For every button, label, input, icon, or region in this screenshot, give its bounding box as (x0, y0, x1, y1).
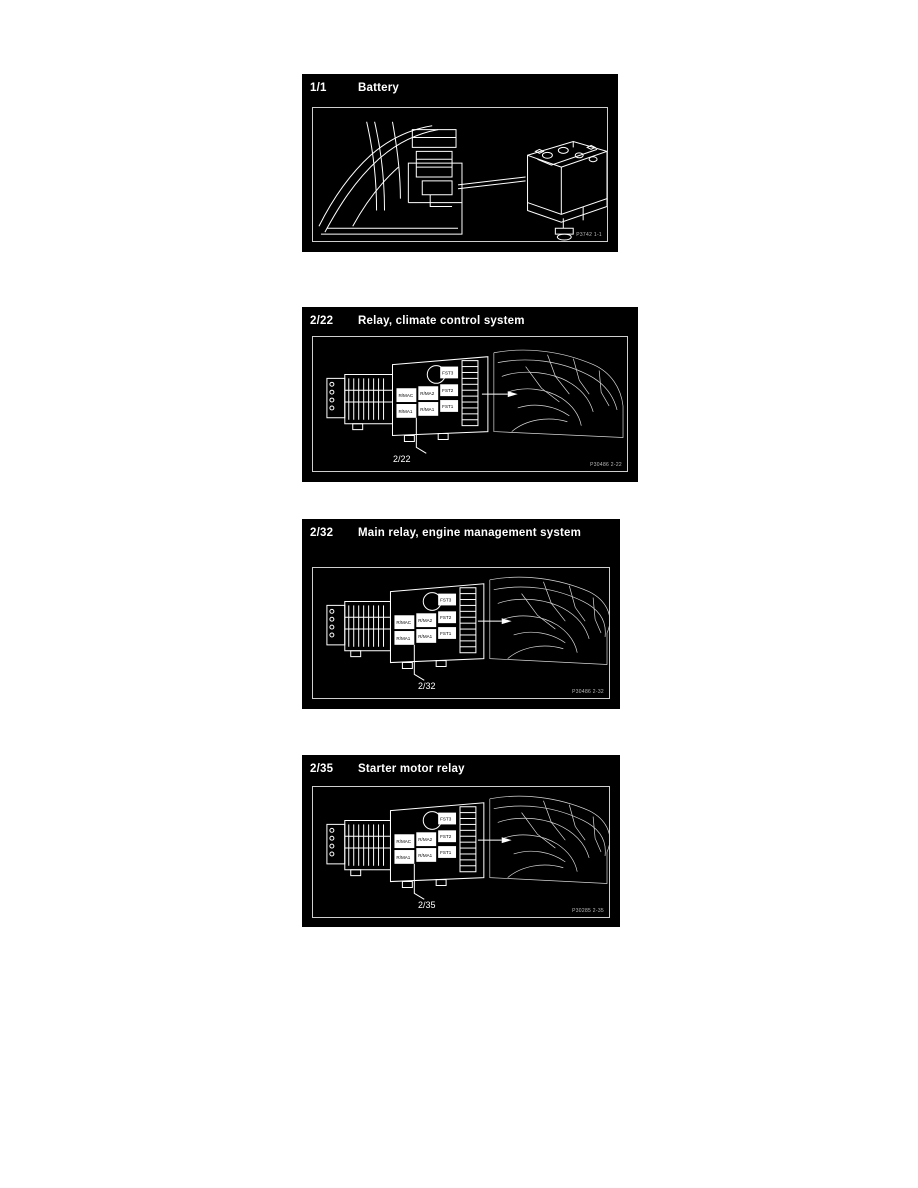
figure-reference: 1/1 (310, 82, 327, 94)
svg-text:FST1: FST1 (442, 403, 454, 409)
figure-image-code: P3742 1-1 (576, 232, 602, 238)
figure-illustration (312, 786, 610, 918)
figure-title: Battery (358, 82, 400, 94)
relay-box-line-art (313, 568, 609, 698)
svg-text:FST3: FST3 (442, 370, 454, 376)
figure-callout: 2/35 (418, 900, 436, 910)
svg-text:FST2: FST2 (440, 834, 452, 840)
figure-callout: 2/32 (418, 681, 436, 691)
svg-text:FST3: FST3 (440, 597, 452, 603)
figure-illustration (312, 107, 608, 242)
figure-main-relay-engine-management (302, 519, 620, 709)
figure-battery (302, 74, 618, 252)
figure-illustration (312, 567, 610, 699)
figure-starter-motor-relay (302, 755, 620, 927)
svg-text:FST1: FST1 (440, 630, 452, 636)
relay-box-line-art (313, 337, 627, 471)
svg-text:R/MA2: R/MA2 (418, 618, 433, 624)
svg-text:R/MA1: R/MA1 (418, 852, 433, 858)
figure-image-code: P30285 2-35 (572, 908, 604, 914)
figure-caption (302, 755, 620, 776)
figure-reference: 2/35 (310, 763, 334, 775)
svg-text:FST2: FST2 (440, 615, 452, 621)
svg-text:R/MAC: R/MAC (396, 620, 412, 626)
figure-caption (302, 74, 618, 95)
figure-title: Main relay, engine management system (358, 527, 582, 539)
svg-text:R/MAC: R/MAC (396, 839, 412, 845)
figure-reference: 2/22 (310, 315, 334, 327)
figure-callout: 2/22 (393, 454, 411, 464)
svg-text:R/MA2: R/MA2 (420, 391, 435, 397)
svg-text:R/MA1: R/MA1 (418, 633, 433, 639)
figure-title: Starter motor relay (358, 763, 465, 775)
figure-illustration (312, 336, 628, 472)
svg-text:R/MA1: R/MA1 (396, 854, 411, 860)
svg-text:FST2: FST2 (442, 388, 454, 394)
figure-image-code: P30486 2-22 (590, 462, 622, 468)
svg-text:FST3: FST3 (440, 816, 452, 822)
svg-text:R/MA1: R/MA1 (398, 408, 413, 414)
figure-caption (302, 307, 638, 328)
svg-text:R/MA1: R/MA1 (420, 406, 435, 412)
svg-text:R/MA1: R/MA1 (396, 635, 411, 641)
figure-title: Relay, climate control system (358, 315, 525, 327)
figure-reference: 2/32 (310, 527, 334, 539)
figure-caption (302, 519, 620, 540)
battery-line-art (313, 108, 607, 241)
relay-box-line-art (313, 787, 609, 917)
figure-image-code: P30486 2-32 (572, 689, 604, 695)
svg-text:FST1: FST1 (440, 849, 452, 855)
figure-relay-climate-control (302, 307, 638, 482)
svg-text:R/MAC: R/MAC (398, 393, 414, 399)
svg-text:R/MA2: R/MA2 (418, 837, 433, 843)
